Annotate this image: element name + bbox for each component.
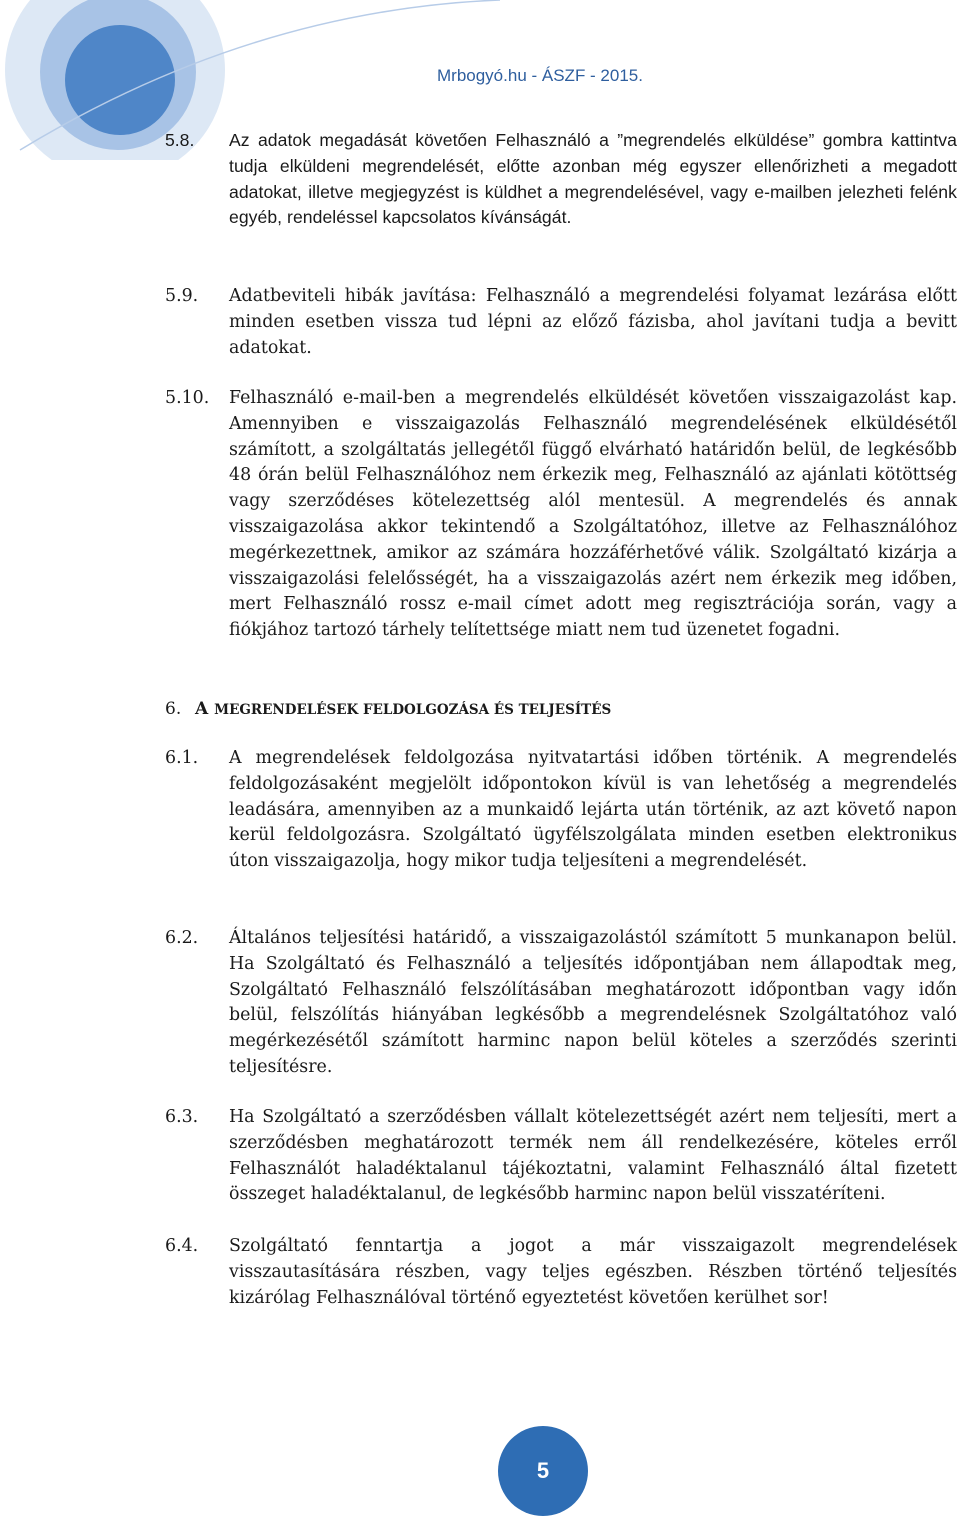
clause-5-9 xyxy=(165,284,957,361)
clause-number: 6.1. xyxy=(165,748,199,768)
clause-text: Felhasználó e-mail-ben a megrendelés elküldését követően visszaigazolást kap. Amennyiben e visszaigazolás Felhasználó megrendelésének elküldésétől számított, a szolgáltatás jellegétől függő elvárható határidőn belül, de legkésőbb 48 órán belül Felhasználóhoz nem érkezik meg, Felhasználó az ajánlati kötöttség vagy szerződéses kötelezettség alól mentesül. A megrendelés és annak visszaigazolása akkor tekintendő a Szolgáltatóhoz, illetve az Felhasználóhoz megérkezettnek, amikor az számára hozzáférhetővé válik. Szolgáltató kizárja a visszaigazolási felelősségét, ha a visszaigazolás azért nem érkezik meg időben, mert Felhasználó rossz e-mail címet adott meg regisztrációja során, vagy a fiókjához tartozó tárhely telítettsége miatt nem tud üzenetet fogadni. xyxy=(229,388,957,641)
clause-5-10 xyxy=(165,386,957,644)
clause-6-3 xyxy=(165,1105,957,1208)
clause-6-1 xyxy=(165,746,957,875)
section-title: MEGRENDELÉSEK FELDOLGOZÁSA ÉS TELJESÍTÉS xyxy=(214,702,612,718)
clause-6-2 xyxy=(165,926,957,1081)
section-number: 6. xyxy=(165,699,182,719)
decor-circle-inner xyxy=(65,25,175,135)
section-title-initial: A xyxy=(195,699,209,719)
clause-6-4 xyxy=(165,1234,957,1311)
page-number: 5 xyxy=(536,1458,550,1483)
clause-number: 5.9. xyxy=(165,286,199,306)
clause-text: A megrendelések feldolgozása nyitvatartási időben történik. A megrendelés feldolgozásaként megjelölt időpontokon kívül is van lehetőség a megrendelés leadására, amennyiben az a munkaidő lejárta után történik, az azt követő napon kerül feldolgozásra. Szolgáltató ügyfélszolgálata minden esetben elektronikus úton visszaigazolja, hogy mikor tudja teljesíteni a megrendelését. xyxy=(229,748,957,872)
clause-text: Általános teljesítési határidő, a visszaigazolástól számított 5 munkanapon belül. Ha Szolgáltató és Felhasználó a teljesítés időpontjában nem állapodtak meg, Szolgáltató Felhasználó felszólításában meghatározott időpontban vagy időn belül, felszólítás hiányában legkésőbb a megrendelésnek Szolgáltatóhoz való megérkezésétől számított harminc napon belül köteles a szerződés szerinti teljesítésre. xyxy=(229,928,957,1077)
header-title: Mrbogyó.hu - ÁSZF - 2015. xyxy=(437,66,643,85)
clause-number: 6.3. xyxy=(165,1107,199,1127)
clause-text: Adatbeviteli hibák javítása: Felhasználó a megrendelési folyamat lezárása előtt minden esetben vissza tud lépni az előző fázisba, ahol javítani tudja a bevitt adatokat. xyxy=(229,286,957,358)
clause-number: 6.2. xyxy=(165,928,199,948)
clause-text: Az adatok megadását követően Felhasználó a ”megrendelés elküldése” gombra kattintva tudja elküldeni megrendelését, előtte azonban még egyszer ellenőrizheti a megadott adatokat, illetve megjegyzést is küldhet a megrendelésével, vagy e-mailben jelezheti felénk egyéb, rendeléssel kapcsolatos kívánságát. xyxy=(229,130,957,228)
clause-text: Ha Szolgáltató a szerződésben vállalt kötelezettségét azért nem teljesíti, mert a szerződésben meghatározott termék nem áll rendelkezésére, köteles erről Felhasználót haladéktalanul tájékoztatni, valamint Felhasználó által fizetett összeget haladéktalanul, de legkésőbb harminc napon belül visszatéríteni. xyxy=(229,1107,957,1205)
clause-number: 5.10. xyxy=(165,388,210,408)
clause-5-8 xyxy=(165,128,957,231)
section-6-heading xyxy=(165,697,611,722)
clause-number: 5.8. xyxy=(165,130,195,150)
clause-text: Szolgáltató fenntartja a jogot a már visszaigazolt megrendelések visszautasítására részben, vagy teljes egészben. Részben történő teljesítés kizárólag Felhasználóval történő egyeztetést követően kerülhet sor! xyxy=(229,1236,957,1308)
clause-number: 6.4. xyxy=(165,1236,199,1256)
page-number-badge xyxy=(498,1426,588,1516)
